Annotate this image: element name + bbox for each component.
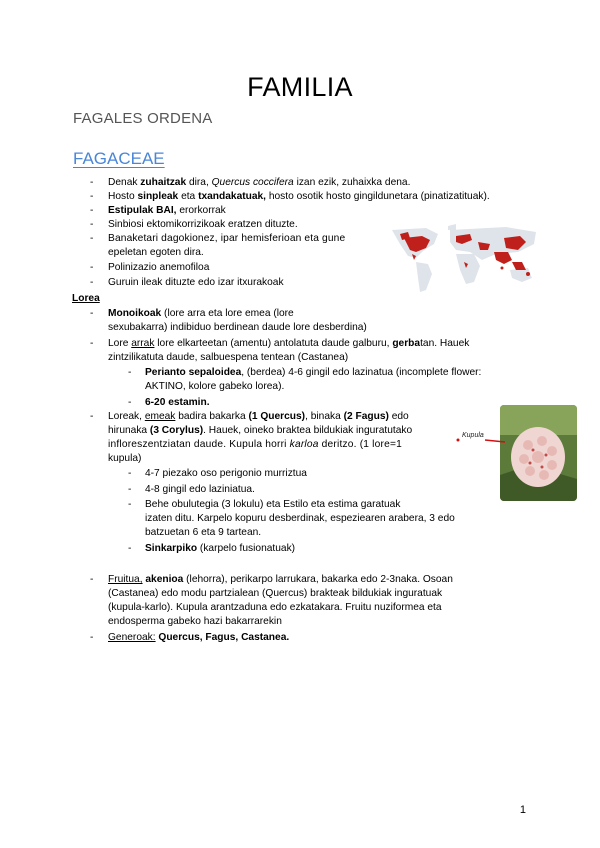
bullet-dash: -: [90, 308, 94, 319]
bullet-fruit-2: (Castanea) edo modu partzialean (Quercus) brakteak bildukiak inguratuak: [108, 588, 443, 599]
sub-bullet-dash: -: [128, 397, 132, 408]
bullet-monoecious-2: sexubakarra) indibiduo berdinean daude lore desberdina): [108, 322, 367, 333]
sub-bullet-stamens: 6-20 estamin.: [145, 397, 210, 408]
bullet-genera: Generoak: Quercus, Fagus, Castanea.: [108, 632, 290, 643]
bullet-dash: -: [90, 219, 94, 230]
bullet-dash: -: [90, 262, 94, 273]
sub-bullet-dash: -: [128, 484, 132, 495]
bullet-pollination: Polinizazio anemofiloa: [108, 262, 210, 273]
sub-bullet-perigonium: 4-7 piezako oso perigonio murriztua: [145, 468, 307, 479]
bullet-glands: Guruin ileak dituzte edo izar itxurakoak: [108, 277, 284, 288]
bullet-female-flowers-3: infloreszentziatan daude. Kupula horri karloa deritzo. (1 lore=1: [108, 439, 402, 450]
kupula-photo: [500, 405, 577, 501]
kupula-arrow-icon: [455, 434, 505, 446]
sub-bullet-dash: -: [128, 468, 132, 479]
order-heading: FAGALES ORDENA: [73, 110, 213, 127]
bullet-fruit-1: Fruitua, akenioa (lehorra), perikarpo larrukara, bakarka edo 2-3naka. Osoan: [108, 574, 453, 585]
bullet-dash: -: [90, 411, 94, 422]
sub-bullet-ovary-1: Behe obulutegia (3 lokulu) eta Estilo eta estima garatuak: [145, 499, 401, 510]
bullet-male-flowers-1: Lore arrak lore elkarteetan (amentu) antolatuta daude galburu, gerbatan. Hauek: [108, 338, 470, 349]
section-heading-lorea: Lorea: [72, 293, 100, 304]
page-title: FAMILIA: [247, 72, 353, 102]
bullet-female-flowers-4: kupula): [108, 453, 142, 464]
sub-bullet-syncarpous: Sinkarpiko (karpelo fusionatuak): [145, 543, 296, 554]
page-number: 1: [519, 804, 526, 816]
bullet-leaves: Hosto sinpleak eta txandakatuak, hosto osotik hosto gingildunetara (pinatizatituak).: [108, 191, 490, 202]
bullet-dash: -: [90, 233, 94, 244]
bullet-male-flowers-2: zintzilikatuta daude, salbuespena tentean (Castanea): [108, 352, 349, 363]
family-heading-link[interactable]: FAGACEAE: [73, 149, 165, 168]
bullet-fruit-3: (kupula-karlo). Kupula arantzaduna edo ezkatakara. Fruitu nuziformea eta: [108, 602, 442, 613]
bullet-trees: Denak zuhaitzak dira, Quercus coccifera izan ezik, zuhaixka dena.: [108, 177, 411, 188]
kupula-label: Kupula: [462, 432, 484, 439]
bullet-dash: -: [90, 277, 94, 288]
sub-bullet-perianth-2: AKTINO, kolore gabeko lorea).: [145, 381, 285, 392]
sub-bullet-dash: -: [128, 499, 132, 510]
bullet-fruit-4: endosperma gabeko hazi bakarrarekin: [108, 616, 282, 627]
distribution-map-image: [386, 222, 546, 298]
sub-bullet-lobes: 4-8 gingil edo laziniatua.: [145, 484, 255, 495]
bullet-dash: -: [90, 574, 94, 585]
bullet-distribution-1: Banaketari dagokionez, ipar hemisferioan eta gune: [108, 233, 346, 244]
bullet-female-flowers-2: hirunaka (3 Corylus). Hauek, oineko braktea bildukiak inguratutako: [108, 425, 413, 436]
sub-bullet-ovary-3: batzuetan 6 eta 9 tartean.: [145, 527, 262, 538]
bullet-stipules: Estipulak BAI, erorkorrak: [108, 205, 226, 216]
bullet-dash: -: [90, 191, 94, 202]
bullet-female-flowers-1: Loreak, emeak badira bakarka (1 Quercus), binaka (2 Fagus) edo: [108, 411, 409, 422]
sub-bullet-ovary-2: izaten ditu. Karpelo kopuru desberdinak, espeziearen arabera, 3 edo: [145, 513, 455, 524]
bullet-distribution-2: epeletan egoten dira.: [108, 247, 204, 258]
bullet-monoecious-1: Monoikoak (lore arra eta lore emea (lore: [108, 308, 294, 319]
bullet-dash: -: [90, 632, 94, 643]
sub-bullet-perianth-1: Perianto sepaloidea, (berdea) 4-6 gingil edo lazinatua (incomplete flower:: [145, 367, 482, 378]
bullet-symbiosis: Sinbiosi ektomikorrizikoak eratzen dituzte.: [108, 219, 298, 230]
bullet-dash: -: [90, 338, 94, 349]
sub-bullet-dash: -: [128, 367, 132, 378]
sub-bullet-dash: -: [128, 543, 132, 554]
bullet-dash: -: [90, 205, 94, 216]
bullet-dash: -: [90, 177, 94, 188]
